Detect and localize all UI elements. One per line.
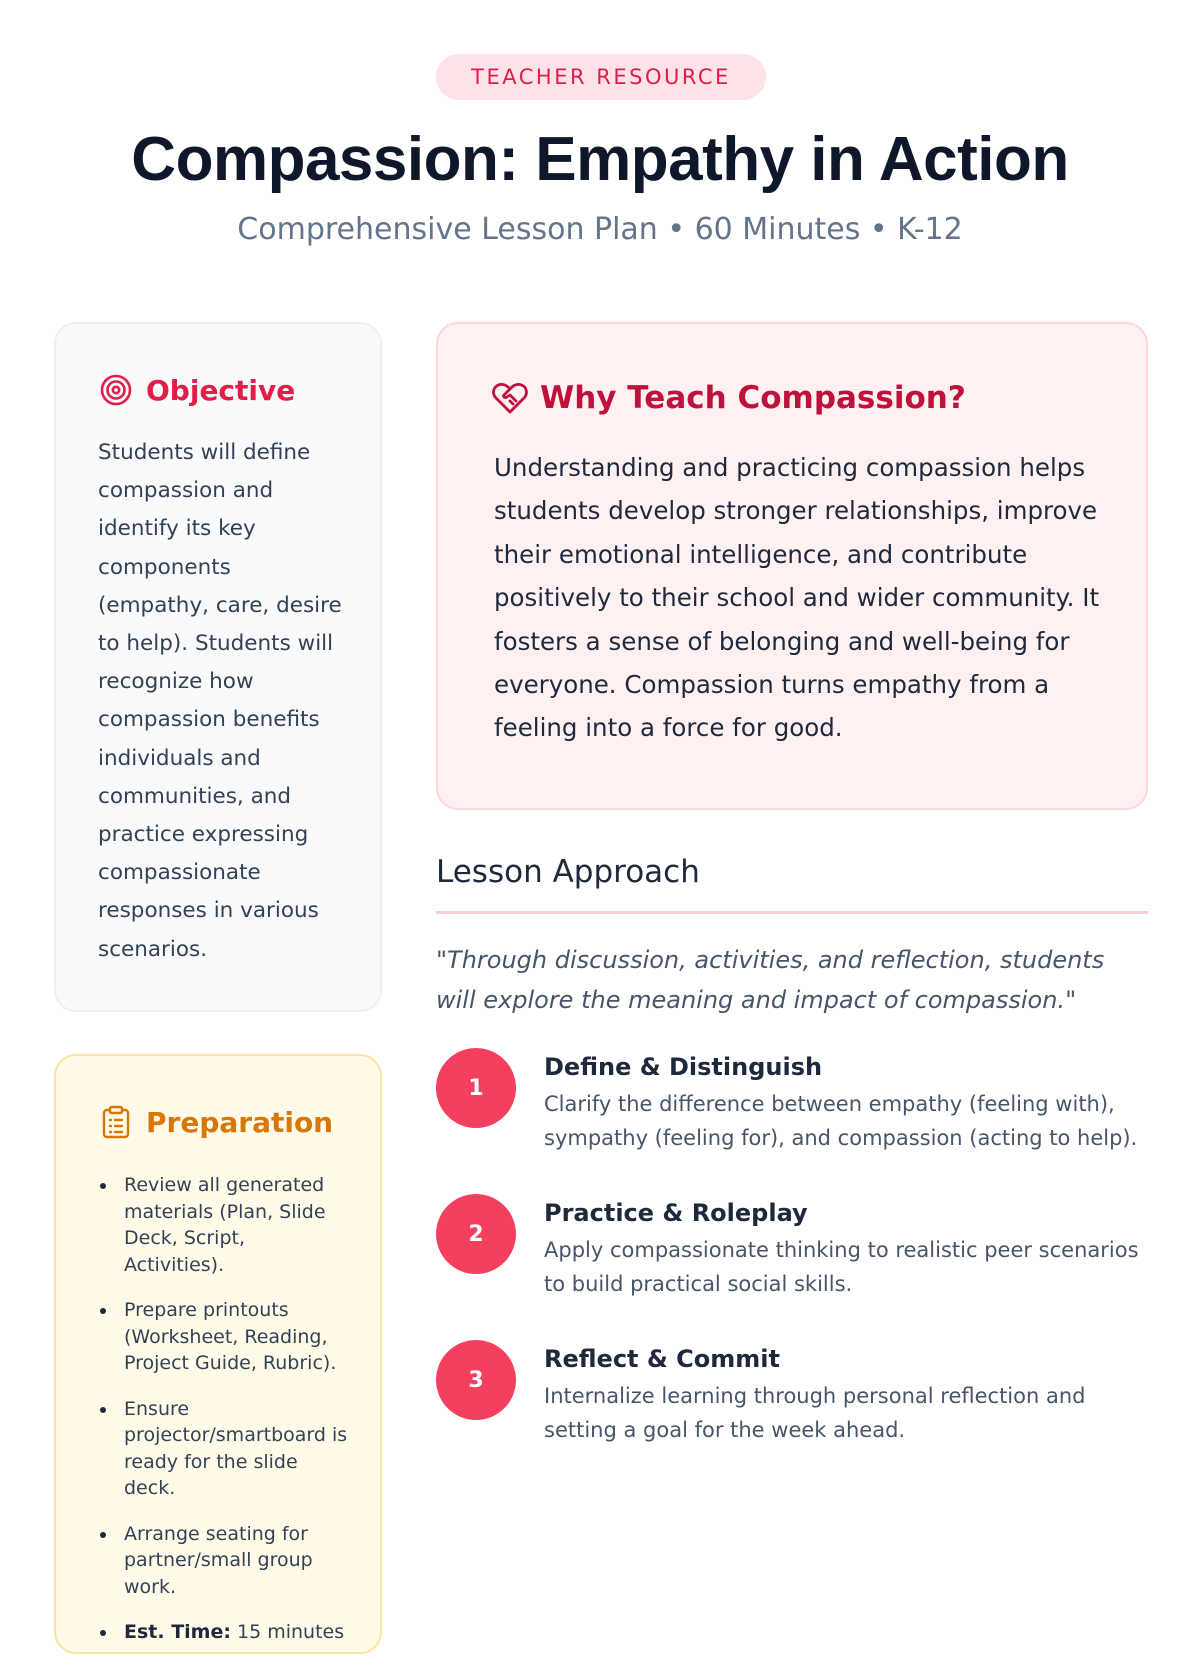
clipboard-icon xyxy=(98,1104,134,1140)
page-subtitle: Comprehensive Lesson Plan • 60 Minutes • K-12 xyxy=(237,212,963,247)
section-divider xyxy=(436,911,1148,914)
prep-item-text: Review all generated materials (Plan, Slide Deck, Script, Activities). xyxy=(124,1174,326,1276)
bullet xyxy=(100,1532,106,1538)
est-time-value: 15 minutes xyxy=(237,1621,345,1643)
list-item xyxy=(98,1172,348,1278)
bullet xyxy=(100,1183,106,1189)
step-description: Clarify the difference between empathy (feeling with), sympathy (feeling for), and compassion (acting to help). xyxy=(544,1092,1138,1150)
step-number: 2 xyxy=(436,1194,516,1274)
bullet xyxy=(100,1308,106,1314)
step-description: Internalize learning through personal reflection and setting a goal for the week ahead. xyxy=(544,1384,1086,1442)
page-title: Compassion: Empathy in Action xyxy=(131,125,1069,194)
heart-handshake-icon xyxy=(492,380,528,416)
step-title: Reflect & Commit xyxy=(544,1345,780,1373)
list-item xyxy=(98,1396,348,1502)
step-title: Define & Distinguish xyxy=(544,1053,823,1081)
target-icon xyxy=(98,372,134,408)
objective-heading: Objective xyxy=(146,373,296,407)
objective-text: Students will define compassion and identify its key components (empathy, care, desire to help). Students will recognize how compassion benefits individuals and communities, and practice expressing compassionate responses in various scenarios. xyxy=(98,440,342,962)
step-title: Practice & Roleplay xyxy=(544,1199,808,1227)
bullet xyxy=(100,1407,106,1413)
approach-quote: "Through discussion, activities, and reflection, students will explore the meaning and impact of compassion." xyxy=(436,946,1105,1014)
step-number: 3 xyxy=(436,1340,516,1420)
approach-step xyxy=(436,1048,1148,1158)
preparation-header xyxy=(98,1104,333,1140)
resource-badge: TEACHER RESOURCE xyxy=(436,54,766,100)
objective-card xyxy=(54,322,382,1012)
why-header xyxy=(492,380,966,416)
bullet xyxy=(100,1630,106,1636)
preparation-list xyxy=(98,1172,348,1665)
list-item xyxy=(98,1297,348,1377)
list-item xyxy=(98,1521,348,1601)
approach-heading: Lesson Approach xyxy=(436,854,700,890)
why-heading: Why Teach Compassion? xyxy=(540,380,966,416)
objective-header xyxy=(98,372,295,408)
why-text: Understanding and practicing compassion helps students develop stronger relationships, improve their emotional intelligence, and contribute positively to their school and wider community. It fosters a sense of belonging and well-being for everyone. Compassion turns empathy from a feeling into a force for good. xyxy=(494,453,1100,743)
preparation-card xyxy=(54,1054,382,1654)
step-number: 1 xyxy=(436,1048,516,1128)
list-item xyxy=(98,1619,348,1646)
prep-item-text: Ensure projector/smartboard is ready for the slide deck. xyxy=(124,1397,348,1499)
prep-item-text: Prepare printouts (Worksheet, Reading, Project Guide, Rubric). xyxy=(124,1299,337,1374)
approach-step xyxy=(436,1194,1148,1304)
prep-item-text: Arrange seating for partner/small group work. xyxy=(124,1522,313,1598)
est-time-label: Est. Time: xyxy=(124,1621,231,1643)
why-card xyxy=(436,322,1148,810)
preparation-heading: Preparation xyxy=(146,1105,334,1139)
approach-step xyxy=(436,1340,1148,1450)
step-description: Apply compassionate thinking to realistic peer scenarios to build practical social skills. xyxy=(544,1238,1139,1296)
